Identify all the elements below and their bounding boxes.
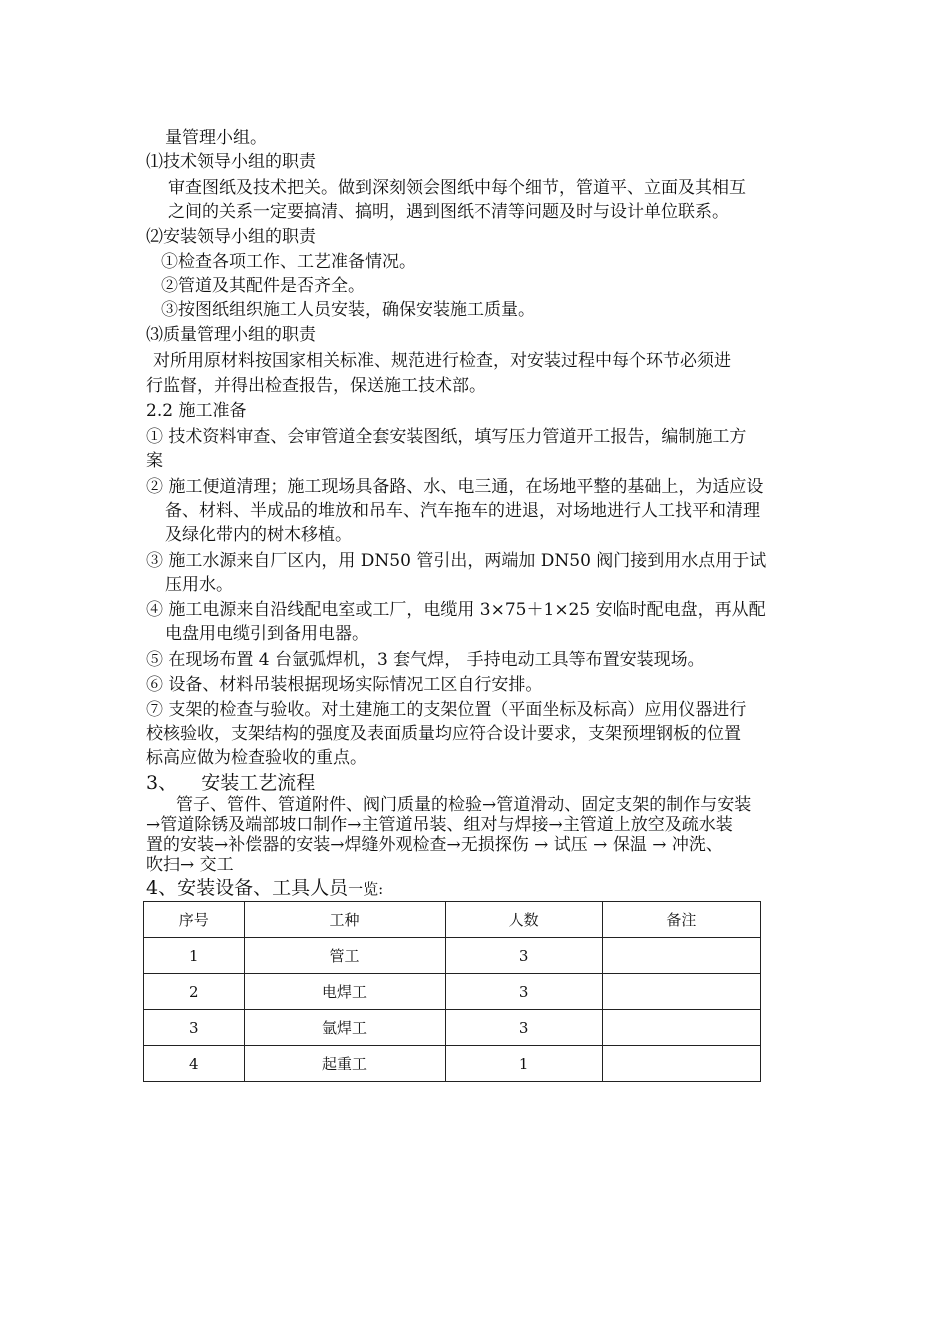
list-item-continuation: 备、材料、半成品的堆放和吊车、汽车拖车的进退，对场地进行人工找平和清理 <box>165 501 760 521</box>
header-cell: 工种 <box>244 902 445 938</box>
table-cell: 3 <box>445 1010 602 1046</box>
table-cell <box>602 938 760 974</box>
paragraph-line: 管子、管件、管道附件、阀门质量的检验→管道滑动、固定支架的制作与安装 <box>176 795 752 815</box>
section-heading: 3、 安装工艺流程 <box>146 772 316 794</box>
list-item-continuation: 压用水。 <box>165 575 233 595</box>
table-cell: 2 <box>144 974 245 1010</box>
table-cell: 氩焊工 <box>244 1010 445 1046</box>
list-item: ⑦ 支架的检查与验收。对土建施工的支架位置（平面坐标及标高）应用仪器进行 <box>146 700 747 720</box>
list-item-continuation: 标高应做为检查验收的重点。 <box>146 748 367 768</box>
table-cell: 4 <box>144 1046 245 1082</box>
table-cell: 1 <box>144 938 245 974</box>
list-item: ③按图纸组织施工人员安装，确保安装施工质量。 <box>161 300 535 320</box>
staff-table <box>143 901 761 1082</box>
table-row <box>144 938 761 974</box>
paragraph-line: 审查图纸及技术把关。做到深刻领会图纸中每个细节，管道平、立面及其相互 <box>168 178 746 198</box>
paragraph-line: →管道除锈及端部坡口制作→主管道吊装、组对与焊接→主管道上放空及疏水装 <box>146 815 733 835</box>
table-header-row <box>144 902 761 938</box>
list-item-continuation: 校核验收，支架结构的强度及表面质量均应符合设计要求，支架预埋钢板的位置 <box>146 724 741 744</box>
list-item: ① 技术资料审查、会审管道全套安装图纸，填写压力管道开工报告，编制施工方 <box>146 427 747 447</box>
header-cell: 备注 <box>602 902 760 938</box>
list-item-continuation: 电盘用电缆引到备用电器。 <box>165 624 369 644</box>
paragraph-line: 行监督，并得出检查报告，保送施工技术部。 <box>146 376 486 396</box>
table-cell: 3 <box>144 1010 245 1046</box>
list-item: ②管道及其配件是否齐全。 <box>161 276 365 296</box>
table-cell: 3 <box>445 938 602 974</box>
table-row <box>144 1010 761 1046</box>
table-cell: 1 <box>445 1046 602 1082</box>
header-cell: 序号 <box>144 902 245 938</box>
subheading: ⑶质量管理小组的职责 <box>146 325 316 345</box>
list-item-continuation: 案 <box>146 451 163 471</box>
list-item: ⑥ 设备、材料吊装根据现场实际情况工区自行安排。 <box>146 675 543 695</box>
subheading: ⑴技术领导小组的职责 <box>146 152 316 172</box>
table-row <box>144 1046 761 1082</box>
header-cell: 人数 <box>445 902 602 938</box>
list-item-continuation: 及绿化带内的树木移植。 <box>165 525 352 545</box>
table-cell: 3 <box>445 974 602 1010</box>
table-cell: 电焊工 <box>244 974 445 1010</box>
table-cell <box>602 974 760 1010</box>
paragraph-line: 量管理小组。 <box>165 128 267 148</box>
list-item: ② 施工便道清理；施工现场具备路、水、电三通，在场地平整的基础上，为适应设 <box>146 477 764 497</box>
paragraph-line: 吹扫→ 交工 <box>146 855 234 875</box>
table-cell: 起重工 <box>244 1046 445 1082</box>
list-item: ③ 施工水源来自厂区内，用 DN50 管引出，两端加 DN50 阀门接到用水点用于试 <box>146 551 767 571</box>
section-heading: 2.2 施工准备 <box>146 401 247 421</box>
section-heading-main: 4、安装设备、工具人员 <box>146 877 349 899</box>
list-item: ④ 施工电源来自沿线配电室或工厂，电缆用 3×75＋1×25 安临时配电盘，再从配 <box>146 600 766 620</box>
section-heading-suffix: 一览: <box>348 880 384 898</box>
table-row <box>144 974 761 1010</box>
paragraph-line: 之间的关系一定要搞清、搞明，遇到图纸不清等问题及时与设计单位联系。 <box>168 202 729 222</box>
table-cell: 管工 <box>244 938 445 974</box>
list-item: ⑤ 在现场布置 4 台氩弧焊机，3 套气焊， 手持电动工具等布置安装现场。 <box>146 650 705 670</box>
subheading: ⑵安装领导小组的职责 <box>146 227 316 247</box>
section-heading <box>146 876 383 901</box>
table-cell <box>602 1010 760 1046</box>
paragraph-line: 置的安装→补偿器的安装→焊缝外观检查→无损探伤 → 试压 → 保温 → 冲洗、 <box>146 835 723 855</box>
paragraph-line: 对所用原材料按国家相关标准、规范进行检查，对安装过程中每个环节必须进 <box>153 351 731 371</box>
list-item: ①检查各项工作、工艺准备情况。 <box>161 252 416 272</box>
table-cell <box>602 1046 760 1082</box>
